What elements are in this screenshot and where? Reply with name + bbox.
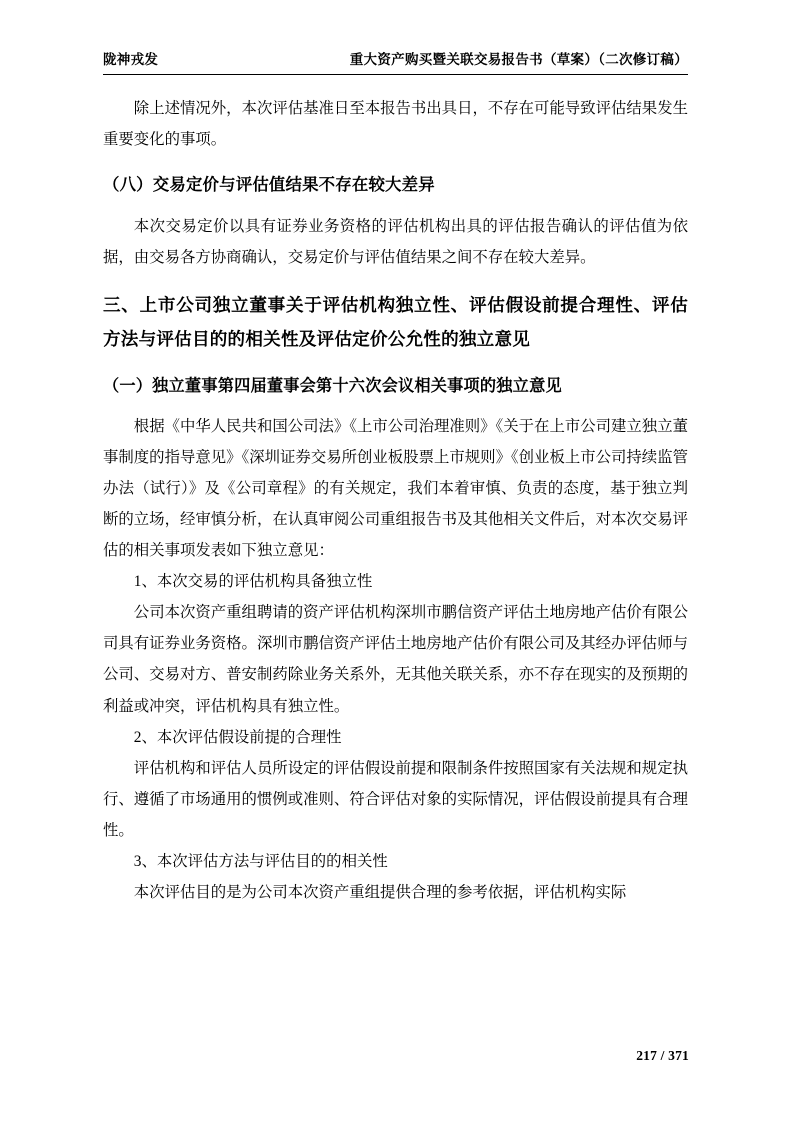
paragraph: 3、本次评估方法与评估目的的相关性 <box>133 853 388 871</box>
paragraph: 除上述情况外，本次评估基准日至本报告书出具日，不存在可能导致评估结果发生重要变化的事项。 <box>103 100 688 149</box>
header-document-title: 重大资产购买暨关联交易报告书（草案）（二次修订稿） <box>349 52 688 67</box>
page-header <box>103 48 688 75</box>
page-content-area <box>103 48 688 908</box>
paragraph: 本次评估目的是为公司本次资产重组提供合理的参考依据，评估机构实际 <box>133 884 627 902</box>
paragraph: 2、本次评估假设前提的合理性 <box>133 728 342 746</box>
major-section-heading: 三、上市公司独立董事关于评估机构独立性、评估假设前提合理性、评估方法与评估目的的相关性及评估定价公允性的独立意见 <box>103 295 688 350</box>
paragraph: 本次交易定价以具有证券业务资格的评估机构出具的评估报告确认的评估值为依据，由交易各方协商确认，交易定价与评估值结果之间不存在较大差异。 <box>103 218 688 267</box>
page-number: 217 / 371 <box>636 1048 689 1063</box>
header-company-name: 陇神戎发 <box>103 52 159 67</box>
section-heading: （八）交易定价与评估值结果不存在较大差异 <box>103 175 435 195</box>
subsection-heading: （一）独立董事第四届董事会第十六次会议相关事项的独立意见 <box>103 376 562 395</box>
paragraph: 公司本次资产重组聘请的资产评估机构深圳市鹏信资产评估土地房地产估价有限公司具有证券业务资格。深圳市鹏信资产评估土地房地产估价有限公司及其经办评估师与公司、交易对方、普安制药除业务关系外，无其他关联关系，亦不存在现实的及预期的利益或冲突，评估机构具有独立性。 <box>103 604 688 715</box>
paragraph: 根据《中华人民共和国公司法》《上市公司治理准则》《关于在上市公司建立独立董事制度的指导意见》《深圳证券交易所创业板股票上市规则》《创业板上市公司持续监管办法（试行）》及《公司章程》的有关规定，我们本着审慎、负责的态度，基于独立判断的立场，经审慎分析，在认真审阅公司重组报告书及其他相关文件后，对本次交易评估的相关事项发表如下独立意见： <box>103 417 688 559</box>
paragraph: 1、本次交易的评估机构具备独立性 <box>133 573 373 591</box>
paragraph: 评估机构和评估人员所设定的评估假设前提和限制条件按照国家有关法规和规定执行、遵循了市场通用的惯例或准则、符合评估对象的实际情况，评估假设前提具有合理性。 <box>103 759 688 839</box>
document-body <box>103 93 688 908</box>
